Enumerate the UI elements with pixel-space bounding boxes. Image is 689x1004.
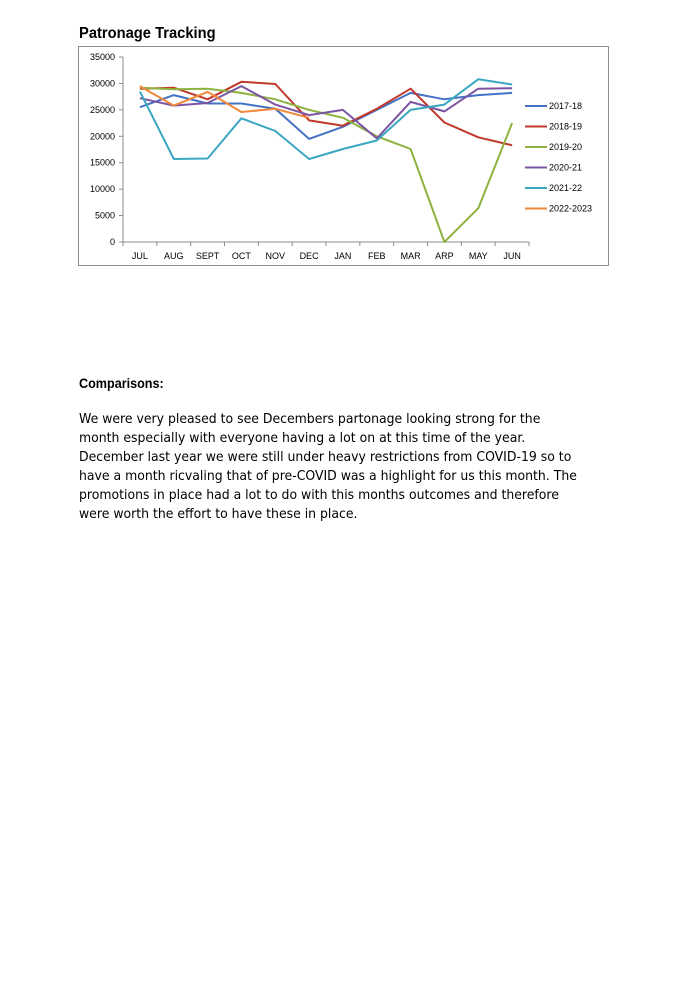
x-tick-label: NOV [265, 251, 286, 261]
y-tick-label: 5000 [94, 210, 115, 221]
y-tick-label: 35000 [89, 52, 115, 62]
legend-label-2020-21: 2020-21 [549, 162, 583, 173]
y-tick-label: 10000 [89, 184, 115, 195]
x-tick-label: ARP [435, 251, 454, 261]
legend-label-2018-19: 2018-19 [549, 121, 583, 132]
series-line-2019-20 [140, 88, 512, 242]
x-tick-label: SEPT [195, 251, 220, 261]
patronage-chart [78, 46, 609, 266]
x-tick-label: OCT [231, 251, 251, 261]
y-tick-label: 20000 [89, 131, 115, 142]
x-tick-label: MAY [468, 251, 488, 261]
x-tick-label: DEC [299, 251, 319, 261]
legend-label-2019-20: 2019-20 [549, 142, 583, 152]
x-tick-label: JAN [334, 251, 352, 261]
legend-label-2022-2023: 2022-2023 [549, 203, 593, 214]
legend-label-2017-18: 2017-18 [549, 101, 583, 111]
comparisons-heading: Comparisons: [79, 375, 164, 391]
x-tick-label: JUL [131, 251, 148, 261]
series-line-2017-18 [140, 93, 512, 139]
x-tick-label: MAR [400, 251, 421, 261]
y-tick-label: 0 [109, 237, 115, 247]
series-line-2020-21 [140, 86, 512, 138]
y-tick-label: 25000 [89, 104, 115, 115]
x-tick-label: FEB [367, 251, 386, 261]
page-title: Patronage Tracking [79, 25, 216, 42]
y-tick-label: 30000 [89, 78, 115, 89]
comparisons-paragraph: We were very pleased to see Decembers partonage looking strong for the month especially with everyone having a lot on at this time of the year. December last year we were still under heavy restrictions from COVID-19 so to have a month ricvaling that of pre-COVID was a highlight for us this month. The promotions in place had a lot to do with this months outcomes and therefore were worth the effort to have these in place. [79, 412, 577, 522]
x-tick-label: JUN [503, 251, 521, 261]
y-tick-label: 15000 [89, 157, 115, 168]
chart-canvas [79, 47, 610, 267]
series-line-2021-22 [140, 79, 512, 159]
x-tick-label: AUG [163, 251, 184, 261]
legend-label-2021-22: 2021-22 [549, 183, 583, 193]
